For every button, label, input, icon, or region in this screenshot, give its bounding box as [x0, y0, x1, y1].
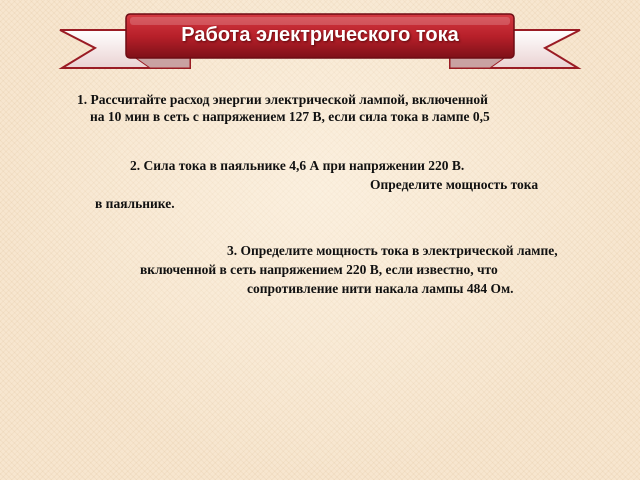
- task-3-line-3: сопротивление нити накала лампы 484 Ом.: [247, 281, 514, 296]
- task-2-line-2: Определите мощность тока: [370, 177, 539, 192]
- task-3-line-2: включенной в сеть напряжением 220 В, если известно, что: [140, 262, 498, 277]
- task-2-line-1: 2. Сила тока в паяльнике 4,6 А при напряжении 220 В.: [130, 158, 465, 173]
- title-banner: [0, 0, 640, 80]
- task-3-line-1: 3. Определите мощность тока в электрической лампе,: [227, 243, 558, 258]
- page-title: Работа электрического тока: [181, 24, 459, 46]
- task-2-line-3: в паяльнике.: [95, 196, 175, 211]
- task-1-line-1: 1. Рассчитайте расход энергии электрической лампой, включенной: [77, 92, 488, 107]
- task-1-line-2: на 10 мин в сеть с напряжением 127 В, если сила тока в лампе 0,5: [90, 109, 490, 124]
